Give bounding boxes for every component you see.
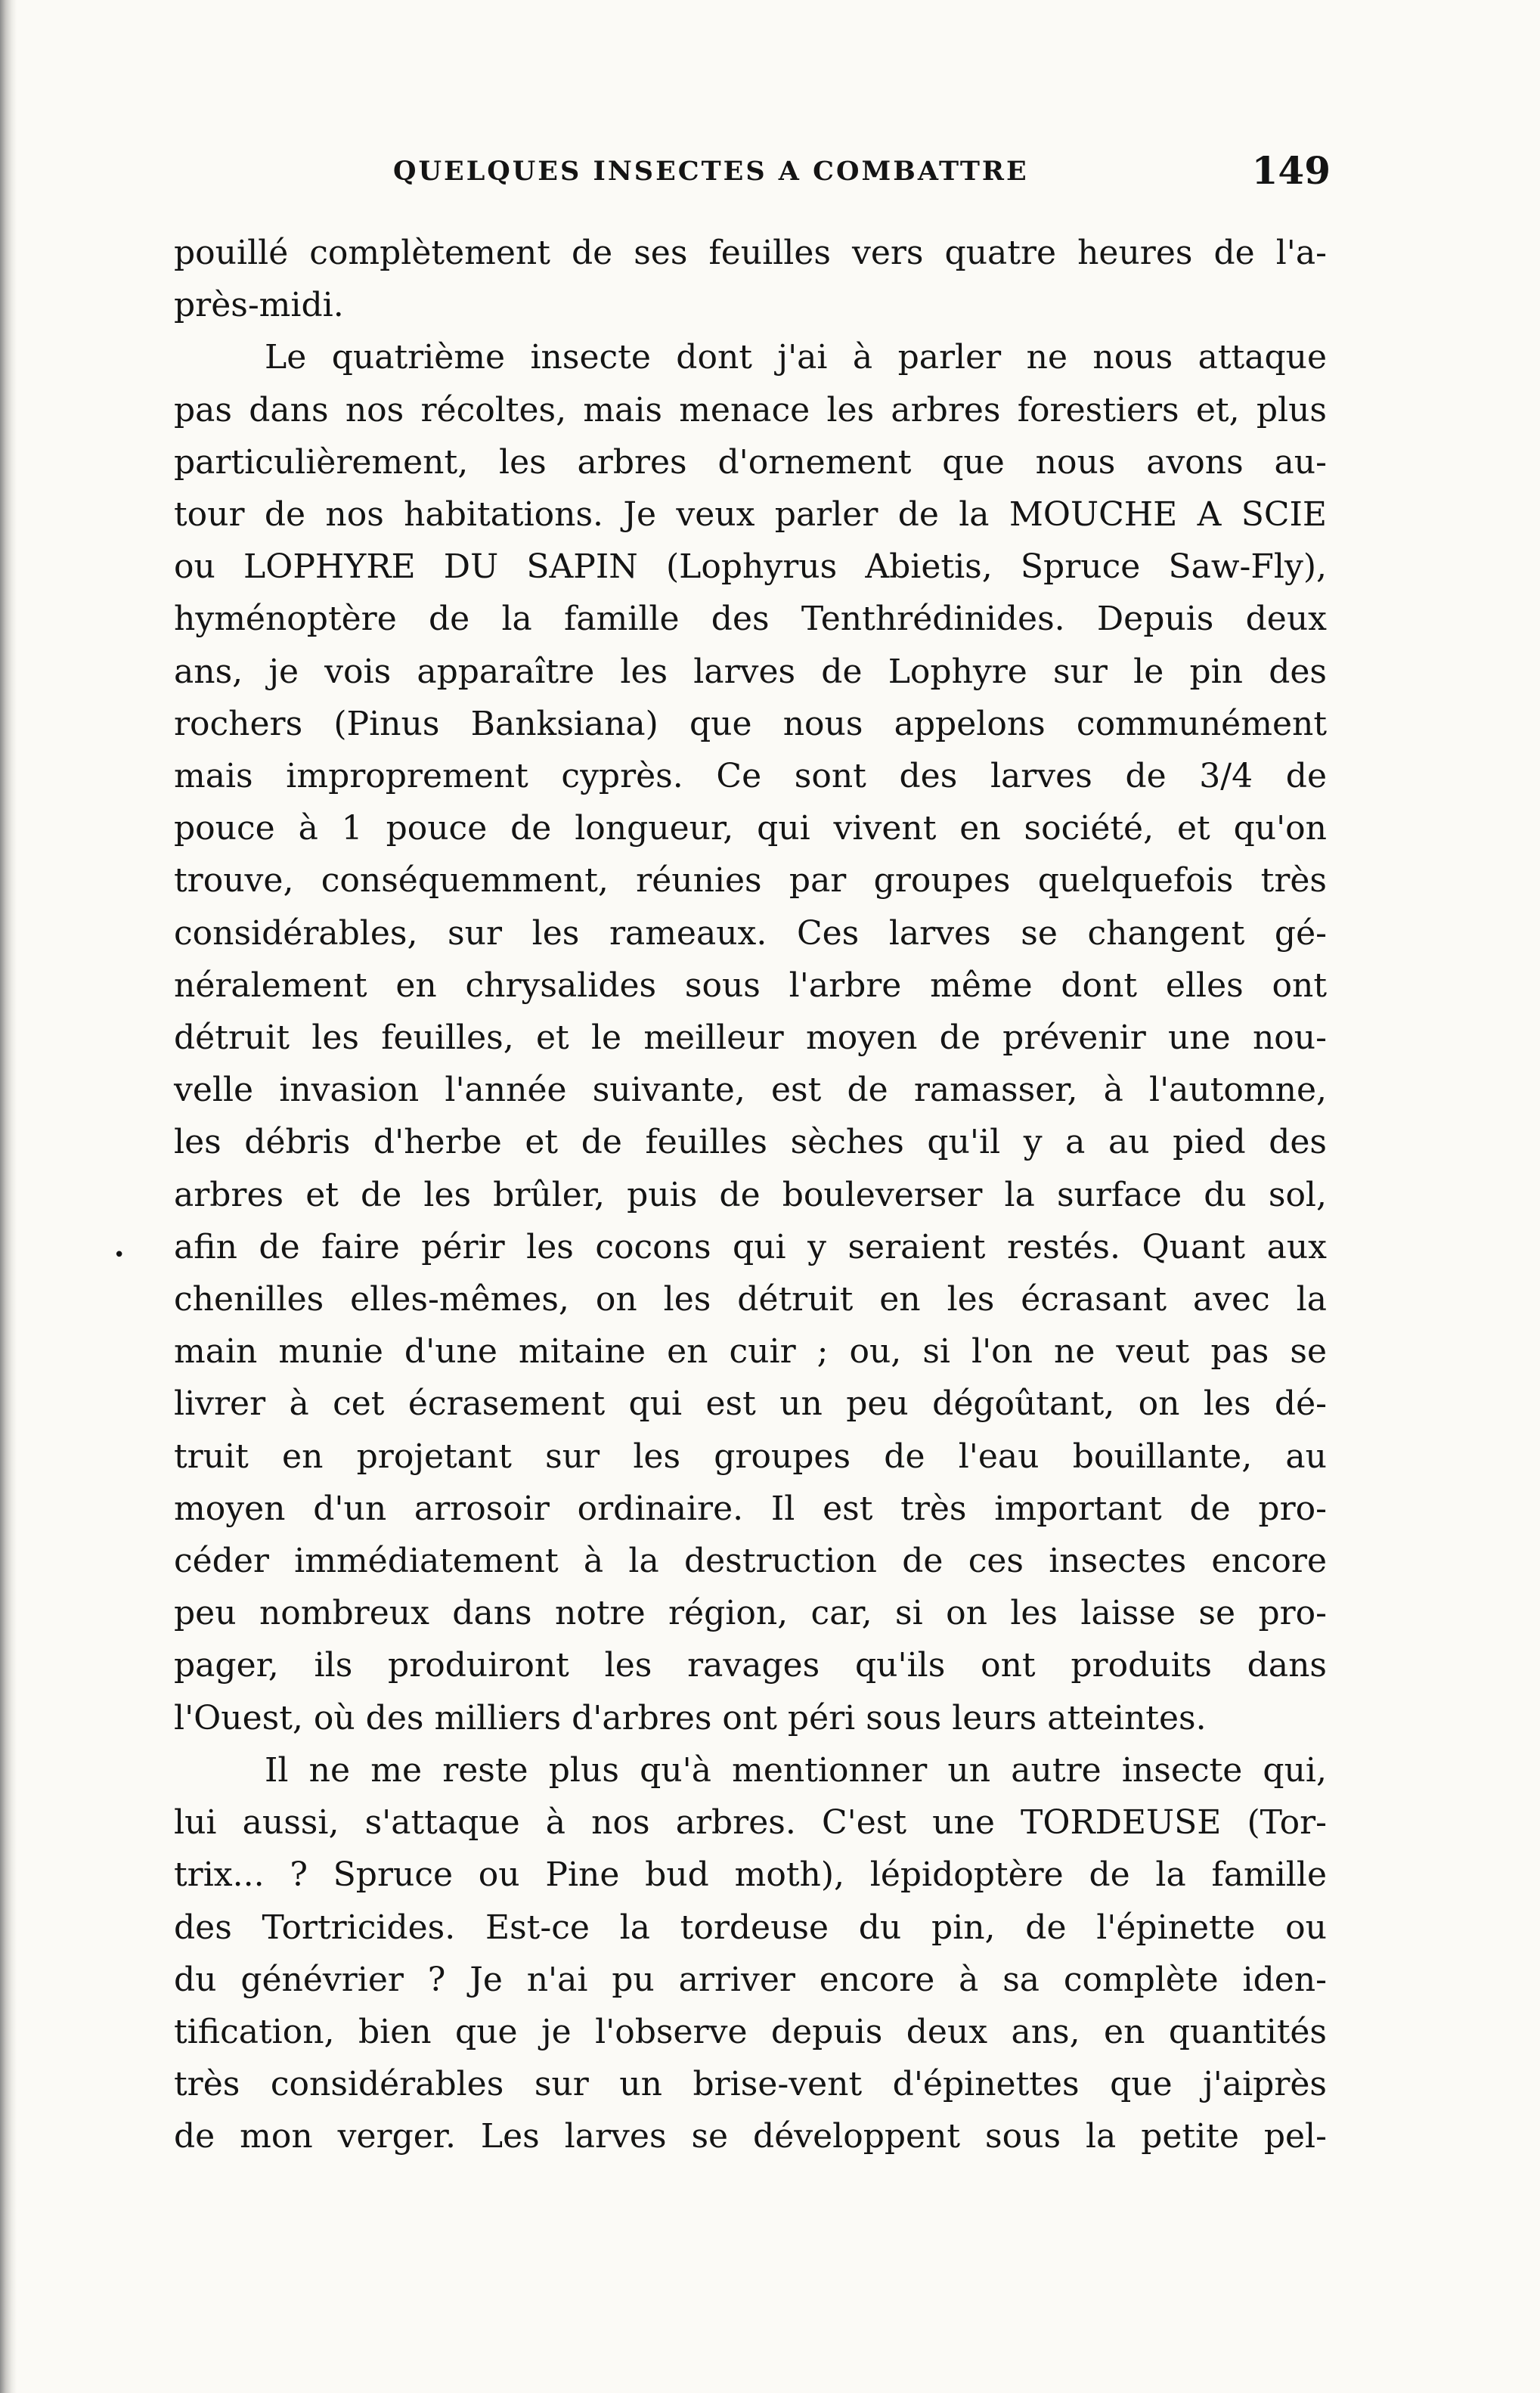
text-line: les débris d'herbe et de feuilles sèches qu'il y a au pied des <box>174 1123 1327 1162</box>
text-line: près-midi. <box>174 286 344 325</box>
text-line: de mon verger. Les larves se développent sous la petite pel- <box>174 2117 1327 2156</box>
text-line: trouve, conséquemment, réunies par groupes quelquefois très <box>174 861 1327 900</box>
text-line: moyen d'un arrosoir ordinaire. Il est très important de pro- <box>174 1489 1327 1528</box>
text-line: pouce à 1 pouce de longueur, qui vivent en société, et qu'on <box>174 809 1327 848</box>
text-line: du génévrier ? Je n'ai pu arriver encore à sa complète iden- <box>174 1960 1327 1999</box>
page-header <box>393 148 1331 194</box>
text-line: velle invasion l'année suivante, est de ramasser, à l'automne, <box>174 1071 1327 1110</box>
text-line: néralement en chrysalides sous l'arbre même dont elles ont <box>174 966 1327 1005</box>
text-line: rochers (Pinus Banksiana) que nous appelons communément <box>174 704 1327 743</box>
page-number: 149 <box>1251 148 1331 193</box>
text-line: ou LOPHYRE DU SAPIN (Lophyrus Abietis, Spruce Saw-Fly), <box>174 547 1327 587</box>
body-text <box>174 227 1327 2163</box>
text-line: pager, ils produiront les ravages qu'ils ont produits dans <box>174 1646 1327 1685</box>
text-line: ans, je vois apparaître les larves de Lophyre sur le pin des <box>174 652 1327 691</box>
text-line: considérables, sur les rameaux. Ces larves se changent gé- <box>174 913 1327 953</box>
text-line: des Tortricides. Est-ce la tordeuse du pin, de l'épinette ou <box>174 1908 1327 1947</box>
text-line: chenilles elles-mêmes, on les détruit en les écrasant avec la <box>174 1280 1327 1319</box>
running-title: QUELQUES INSECTES A COMBATTRE <box>393 156 1029 187</box>
text-line: afin de faire périr les cocons qui y seraient restés. Quant aux <box>174 1227 1327 1266</box>
text-line: arbres et de les brûler, puis de bouleverser la surface du sol, <box>174 1175 1327 1214</box>
text-line: tification, bien que je l'observe depuis deux ans, en quantités <box>174 2012 1327 2051</box>
text-line: très considérables sur un brise-vent d'épinettes que j'aiprès <box>174 2065 1327 2104</box>
margin-mark: • <box>113 1244 125 1266</box>
text-line: pas dans nos récoltes, mais menace les arbres forestiers et, plus <box>174 390 1327 429</box>
text-line: Le quatrième insecte dont j'ai à parler ne nous attaque <box>265 338 1327 377</box>
text-line: céder immédiatement à la destruction de ces insectes encore <box>174 1542 1327 1581</box>
text-line: l'Ouest, où des milliers d'arbres ont péri sous leurs atteintes. <box>174 1698 1207 1737</box>
text-line: livrer à cet écrasement qui est un peu dégoûtant, on les dé- <box>174 1384 1327 1424</box>
text-line: trix... ? Spruce ou Pine bud moth), lépidoptère de la famille <box>174 1855 1327 1895</box>
text-line: pouillé complètement de ses feuilles vers quatre heures de l'a- <box>174 234 1327 272</box>
text-line: peu nombreux dans notre région, car, si on les laisse se pro- <box>174 1594 1327 1633</box>
text-line: lui aussi, s'attaque à nos arbres. C'est une TORDEUSE (Tor- <box>174 1803 1327 1843</box>
text-line: Il ne me reste plus qu'à mentionner un autre insecte qui, <box>265 1750 1327 1790</box>
text-line: tour de nos habitations. Je veux parler de la MOUCHE A SCIE <box>174 495 1327 535</box>
text-line: hyménoptère de la famille des Tenthrédinides. Depuis deux <box>174 600 1327 639</box>
text-line: particulièrement, les arbres d'ornement que nous avons au- <box>174 442 1327 482</box>
text-line: main munie d'une mitaine en cuir ; ou, si l'on ne veut pas se <box>174 1332 1327 1372</box>
text-line: truit en projetant sur les groupes de l'eau bouillante, au <box>174 1437 1327 1476</box>
scan-page-edge <box>0 0 17 2393</box>
text-line: mais improprement cyprès. Ce sont des larves de 3/4 de <box>174 757 1327 796</box>
text-line: détruit les feuilles, et le meilleur moyen de prévenir une nou- <box>174 1018 1327 1058</box>
